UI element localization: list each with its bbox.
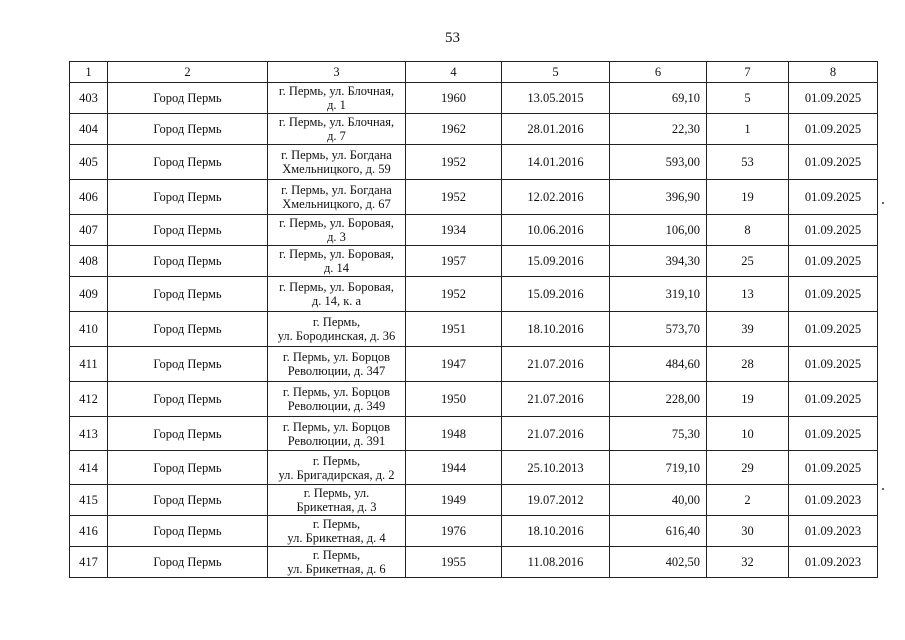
table-row	[70, 547, 878, 578]
cell-inspection-date: 21.07.2016	[502, 417, 610, 451]
cell-year-built: 1955	[406, 547, 502, 578]
cell-deadline: 01.09.2025	[789, 277, 878, 312]
registry-table	[69, 61, 878, 578]
cell-inspection-date: 28.01.2016	[502, 114, 610, 145]
cell-deadline: 01.09.2025	[789, 246, 878, 277]
cell-row-number: 411	[70, 347, 108, 382]
header-cell-col-7: 7	[707, 62, 789, 83]
cell-apartments: 25	[707, 246, 789, 277]
cell-row-number: 416	[70, 516, 108, 547]
table-row	[70, 417, 878, 451]
cell-area: 593,00	[610, 145, 707, 180]
cell-inspection-date: 14.01.2016	[502, 145, 610, 180]
table-row	[70, 277, 878, 312]
cell-row-number: 408	[70, 246, 108, 277]
scan-speck	[882, 488, 884, 490]
cell-deadline: 01.09.2025	[789, 347, 878, 382]
table-row	[70, 246, 878, 277]
cell-deadline: 01.09.2025	[789, 382, 878, 417]
cell-address: г. Пермь, ул. Брикетная, д. 4	[268, 516, 406, 547]
cell-address: г. Пермь, ул. Борцов Революции, д. 347	[268, 347, 406, 382]
cell-address: г. Пермь, ул. Брикетная, д. 6	[268, 547, 406, 578]
cell-year-built: 1952	[406, 180, 502, 215]
cell-year-built: 1949	[406, 485, 502, 516]
cell-municipality: Город Пермь	[108, 277, 268, 312]
cell-year-built: 1948	[406, 417, 502, 451]
scan-speck	[882, 202, 884, 204]
cell-deadline: 01.09.2025	[789, 83, 878, 114]
cell-deadline: 01.09.2025	[789, 215, 878, 246]
cell-area: 402,50	[610, 547, 707, 578]
cell-address: г. Пермь, ул. Боровая, д. 3	[268, 215, 406, 246]
cell-inspection-date: 18.10.2016	[502, 312, 610, 347]
cell-row-number: 403	[70, 83, 108, 114]
cell-inspection-date: 11.08.2016	[502, 547, 610, 578]
cell-inspection-date: 13.05.2015	[502, 83, 610, 114]
cell-inspection-date: 21.07.2016	[502, 347, 610, 382]
table-row	[70, 382, 878, 417]
table-row	[70, 451, 878, 485]
cell-area: 228,00	[610, 382, 707, 417]
cell-area: 319,10	[610, 277, 707, 312]
cell-address: г. Пермь, ул. Борцов Революции, д. 391	[268, 417, 406, 451]
header-cell-col-4: 4	[406, 62, 502, 83]
cell-apartments: 10	[707, 417, 789, 451]
cell-municipality: Город Пермь	[108, 180, 268, 215]
cell-inspection-date: 19.07.2012	[502, 485, 610, 516]
cell-municipality: Город Пермь	[108, 83, 268, 114]
cell-municipality: Город Пермь	[108, 417, 268, 451]
table-row	[70, 215, 878, 246]
cell-apartments: 32	[707, 547, 789, 578]
cell-row-number: 405	[70, 145, 108, 180]
cell-apartments: 29	[707, 451, 789, 485]
cell-area: 396,90	[610, 180, 707, 215]
cell-address: г. Пермь, ул. Блочная, д. 1	[268, 83, 406, 114]
cell-area: 22,30	[610, 114, 707, 145]
cell-apartments: 5	[707, 83, 789, 114]
cell-row-number: 414	[70, 451, 108, 485]
cell-municipality: Город Пермь	[108, 516, 268, 547]
table-row	[70, 312, 878, 347]
cell-year-built: 1947	[406, 347, 502, 382]
cell-municipality: Город Пермь	[108, 145, 268, 180]
cell-municipality: Город Пермь	[108, 312, 268, 347]
cell-deadline: 01.09.2025	[789, 114, 878, 145]
header-cell-col-3: 3	[268, 62, 406, 83]
cell-row-number: 404	[70, 114, 108, 145]
table-row	[70, 347, 878, 382]
cell-address: г. Пермь, ул. Блочная, д. 7	[268, 114, 406, 145]
page-number: 53	[445, 30, 460, 46]
registry-table-body	[70, 83, 878, 578]
header-row	[70, 62, 878, 83]
cell-area: 75,30	[610, 417, 707, 451]
table-row	[70, 180, 878, 215]
cell-year-built: 1976	[406, 516, 502, 547]
cell-inspection-date: 15.09.2016	[502, 246, 610, 277]
cell-deadline: 01.09.2025	[789, 417, 878, 451]
cell-inspection-date: 21.07.2016	[502, 382, 610, 417]
cell-year-built: 1934	[406, 215, 502, 246]
cell-year-built: 1950	[406, 382, 502, 417]
cell-address: г. Пермь, ул. Боровая, д. 14	[268, 246, 406, 277]
cell-year-built: 1944	[406, 451, 502, 485]
cell-row-number: 407	[70, 215, 108, 246]
cell-apartments: 28	[707, 347, 789, 382]
header-cell-col-2: 2	[108, 62, 268, 83]
cell-area: 40,00	[610, 485, 707, 516]
cell-row-number: 410	[70, 312, 108, 347]
cell-area: 616,40	[610, 516, 707, 547]
cell-municipality: Город Пермь	[108, 451, 268, 485]
cell-row-number: 412	[70, 382, 108, 417]
header-cell-col-6: 6	[610, 62, 707, 83]
cell-year-built: 1957	[406, 246, 502, 277]
table-row	[70, 114, 878, 145]
cell-year-built: 1960	[406, 83, 502, 114]
cell-area: 573,70	[610, 312, 707, 347]
cell-apartments: 8	[707, 215, 789, 246]
header-cell-col-1: 1	[70, 62, 108, 83]
table-row	[70, 145, 878, 180]
cell-municipality: Город Пермь	[108, 485, 268, 516]
table-row	[70, 485, 878, 516]
cell-municipality: Город Пермь	[108, 114, 268, 145]
cell-address: г. Пермь, ул. Бригадирская, д. 2	[268, 451, 406, 485]
cell-municipality: Город Пермь	[108, 382, 268, 417]
cell-row-number: 413	[70, 417, 108, 451]
header-cell-col-5: 5	[502, 62, 610, 83]
cell-area: 719,10	[610, 451, 707, 485]
cell-year-built: 1951	[406, 312, 502, 347]
cell-inspection-date: 12.02.2016	[502, 180, 610, 215]
cell-address: г. Пермь, ул. Борцов Революции, д. 349	[268, 382, 406, 417]
cell-inspection-date: 10.06.2016	[502, 215, 610, 246]
table-row	[70, 83, 878, 114]
cell-area: 394,30	[610, 246, 707, 277]
cell-apartments: 19	[707, 180, 789, 215]
cell-deadline: 01.09.2023	[789, 547, 878, 578]
cell-address: г. Пермь, ул. Брикетная, д. 3	[268, 485, 406, 516]
cell-row-number: 409	[70, 277, 108, 312]
cell-apartments: 30	[707, 516, 789, 547]
cell-apartments: 19	[707, 382, 789, 417]
cell-municipality: Город Пермь	[108, 347, 268, 382]
cell-apartments: 53	[707, 145, 789, 180]
cell-municipality: Город Пермь	[108, 246, 268, 277]
cell-municipality: Город Пермь	[108, 215, 268, 246]
cell-inspection-date: 15.09.2016	[502, 277, 610, 312]
cell-area: 484,60	[610, 347, 707, 382]
cell-area: 69,10	[610, 83, 707, 114]
cell-year-built: 1952	[406, 277, 502, 312]
cell-apartments: 13	[707, 277, 789, 312]
cell-address: г. Пермь, ул. Бородинская, д. 36	[268, 312, 406, 347]
cell-deadline: 01.09.2023	[789, 485, 878, 516]
cell-municipality: Город Пермь	[108, 547, 268, 578]
cell-deadline: 01.09.2023	[789, 516, 878, 547]
cell-year-built: 1952	[406, 145, 502, 180]
cell-deadline: 01.09.2025	[789, 312, 878, 347]
cell-apartments: 2	[707, 485, 789, 516]
cell-address: г. Пермь, ул. Боровая, д. 14, к. а	[268, 277, 406, 312]
cell-area: 106,00	[610, 215, 707, 246]
cell-row-number: 415	[70, 485, 108, 516]
cell-address: г. Пермь, ул. Богдана Хмельницкого, д. 67	[268, 180, 406, 215]
table-row	[70, 516, 878, 547]
cell-apartments: 1	[707, 114, 789, 145]
cell-address: г. Пермь, ул. Богдана Хмельницкого, д. 59	[268, 145, 406, 180]
cell-year-built: 1962	[406, 114, 502, 145]
cell-deadline: 01.09.2025	[789, 451, 878, 485]
cell-row-number: 417	[70, 547, 108, 578]
cell-inspection-date: 18.10.2016	[502, 516, 610, 547]
cell-row-number: 406	[70, 180, 108, 215]
cell-deadline: 01.09.2025	[789, 180, 878, 215]
cell-deadline: 01.09.2025	[789, 145, 878, 180]
header-cell-col-8: 8	[789, 62, 878, 83]
cell-apartments: 39	[707, 312, 789, 347]
cell-inspection-date: 25.10.2013	[502, 451, 610, 485]
